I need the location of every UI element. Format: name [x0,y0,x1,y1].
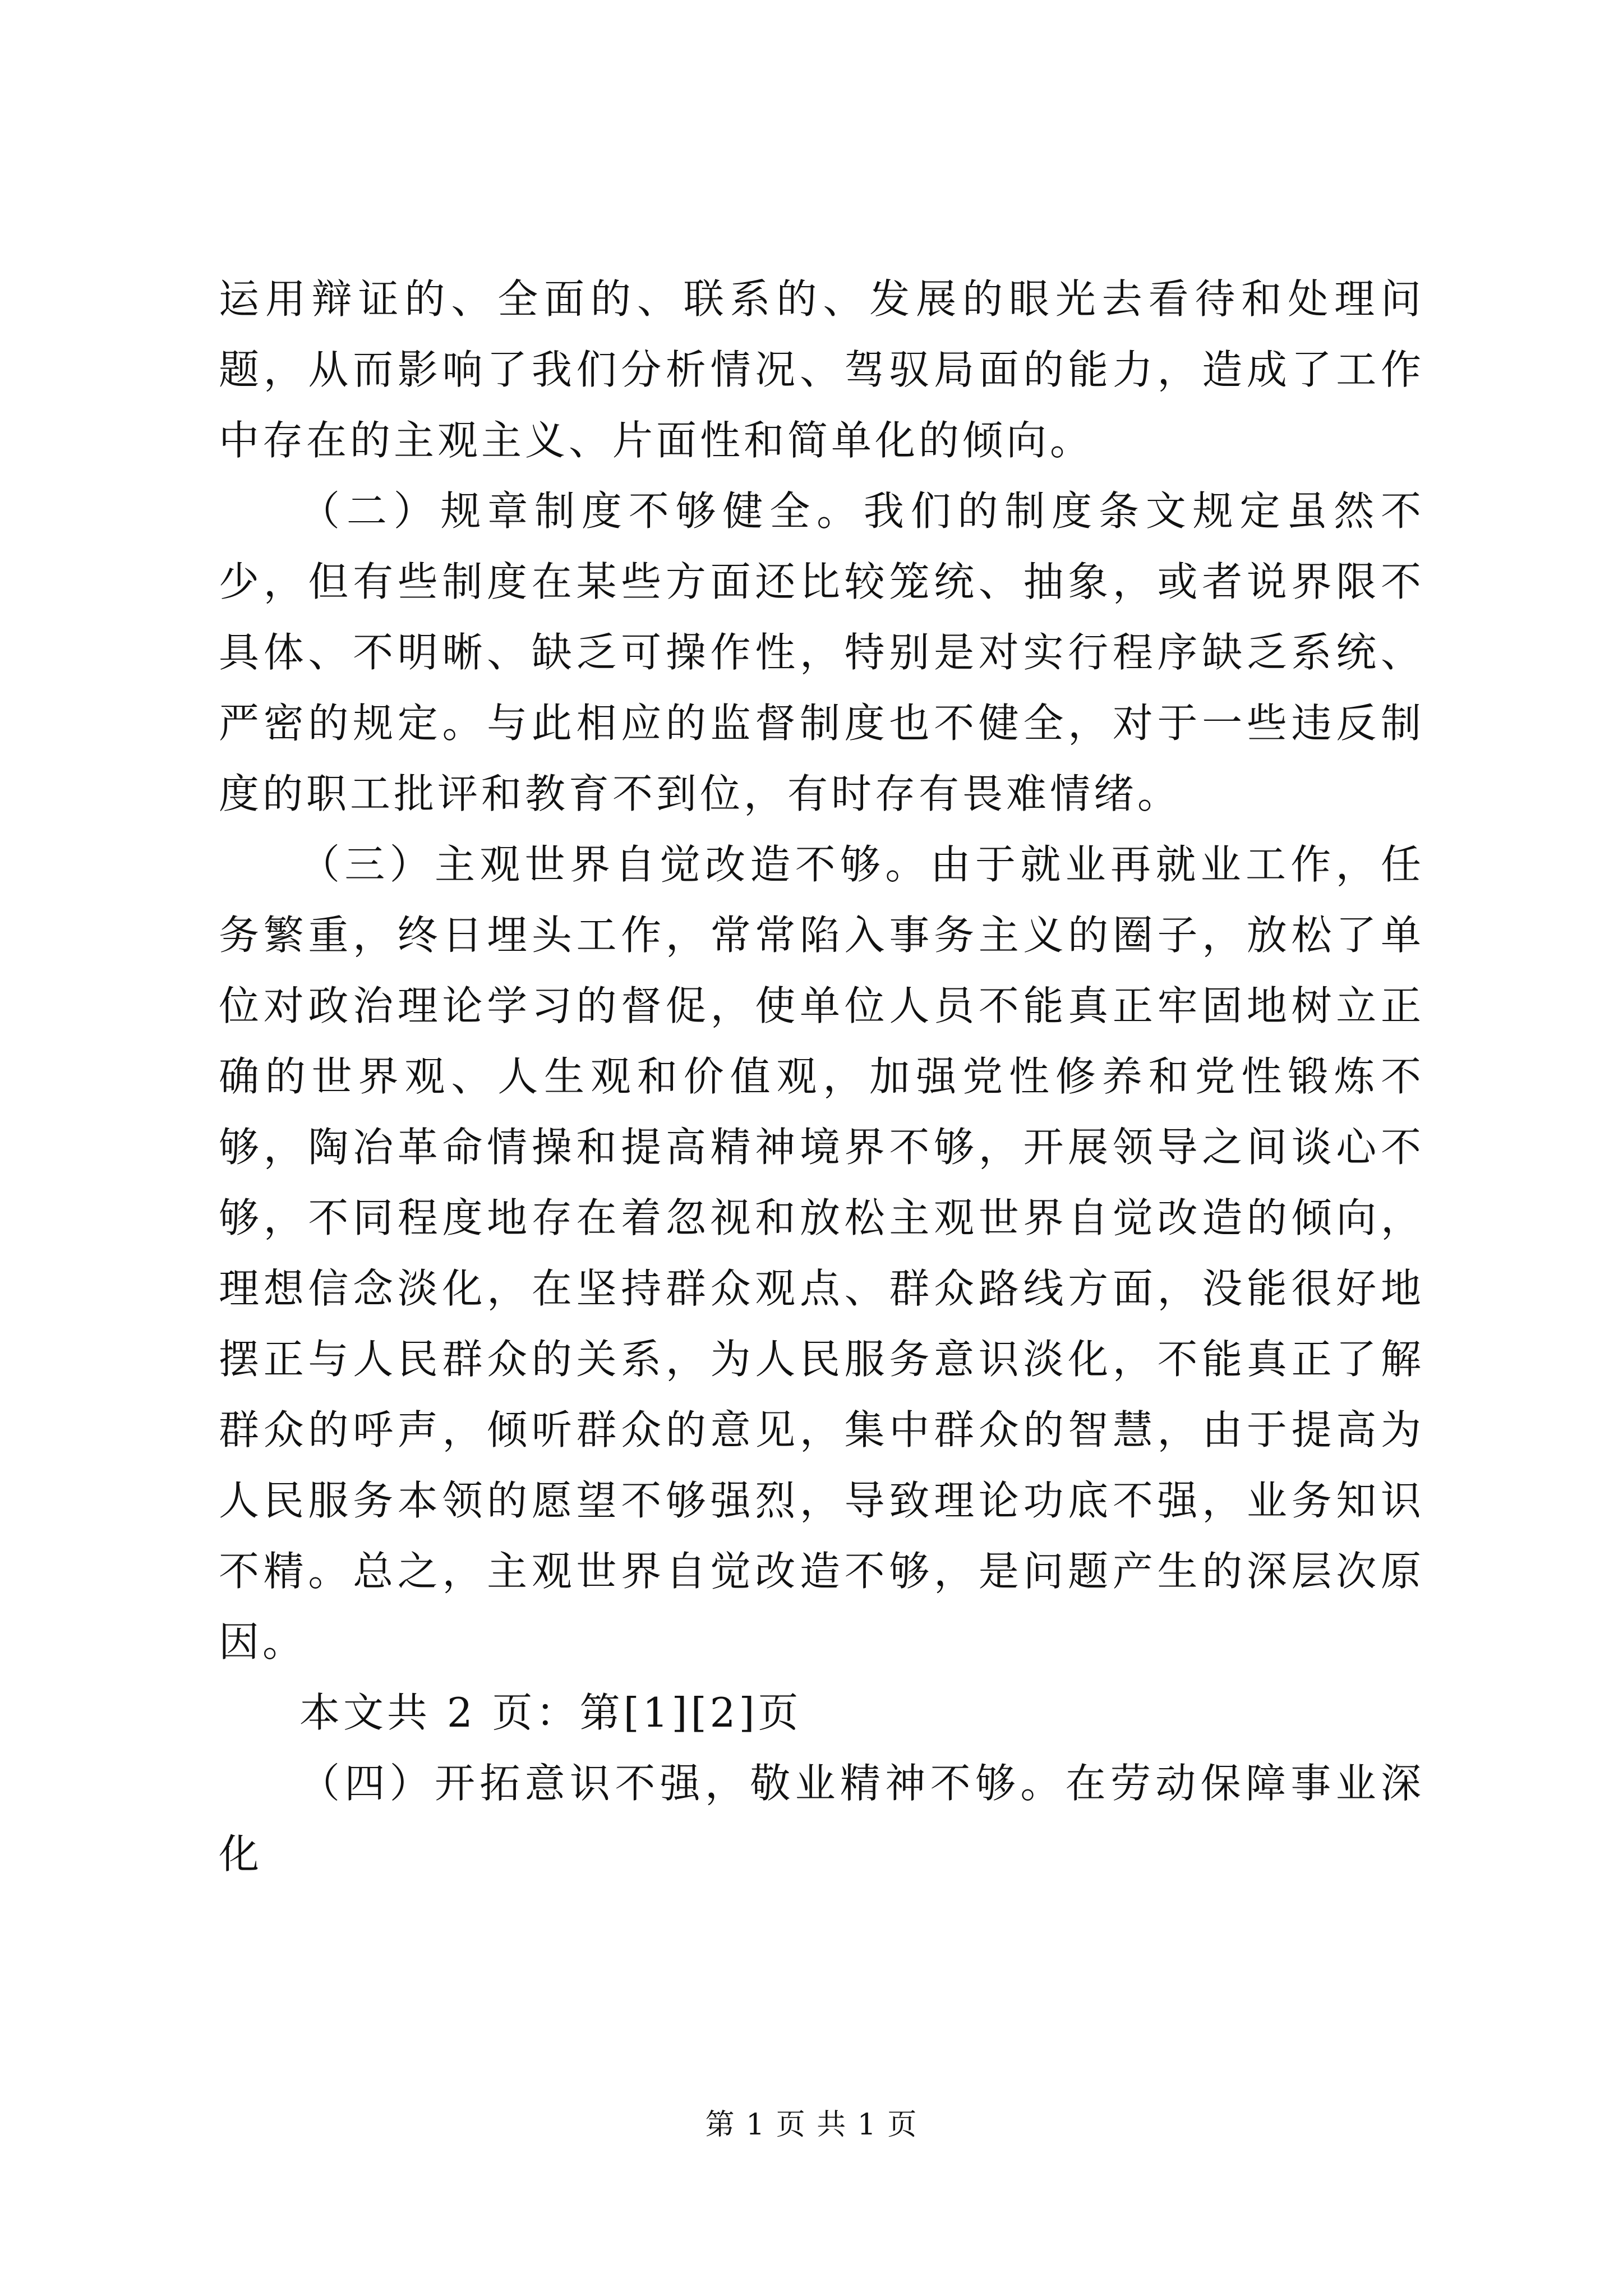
page-number-label: 第 1 页 共 1 页 [705,2108,918,2142]
paragraph-pioneering: （四）开拓意识不强，敬业精神不够。在劳动保障事业深化 [219,1760,1424,1878]
paragraph-subjective-world: （三）主观世界自觉改造不够。由于就业再就业工作，任务繁重，终日埋头工作，常常陷入事务主义的圈子，放松了单位对政治理论学习的督促，使单位人员不能真正牢固地树立正确的世界观、人生观和价值观，加强党性修养和党性锻炼不够，陶冶革命情操和提高精神境界不够，开展领导之间谈心不够，不同程度地存在着忽视和放松主观世界自觉改造的倾向，理想信念淡化，在坚持群众观点、群众路线方面，没能很好地摆正与人民群众的关系，为人民服务意识淡化，不能真正了解群众的呼声，倾听群众的意见，集中群众的智慧，由于提高为人民服务本领的愿望不够强烈，导致理论功底不强，业务知识不精。总之，主观世界自觉改造不够，是问题产生的深层次原因。 [219,841,1424,1665]
paragraph-continued: 运用辩证的、全面的、联系的、发展的眼光去看待和处理问题，从而影响了我们分析情况、驾驭局面的能力，造成了工作中存在的主观主义、片面性和简单化的倾向。 [219,275,1424,464]
page-footer [0,2101,1623,2143]
page-navigation-text: 本文共 2 页：第[1][2]页 [299,1689,802,1736]
paragraph-regulations: （二）规章制度不够健全。我们的制度条文规定虽然不少，但有些制度在某些方面还比较笼统、抽象，或者说界限不具体、不明晰、缺乏可操作性，特别是对实行程序缺乏系统、严密的规定。与此相应的监督制度也不健全，对于一些违反制度的职工批评和教育不到位，有时存有畏难情绪。 [219,487,1424,817]
document-body [219,264,1424,1889]
